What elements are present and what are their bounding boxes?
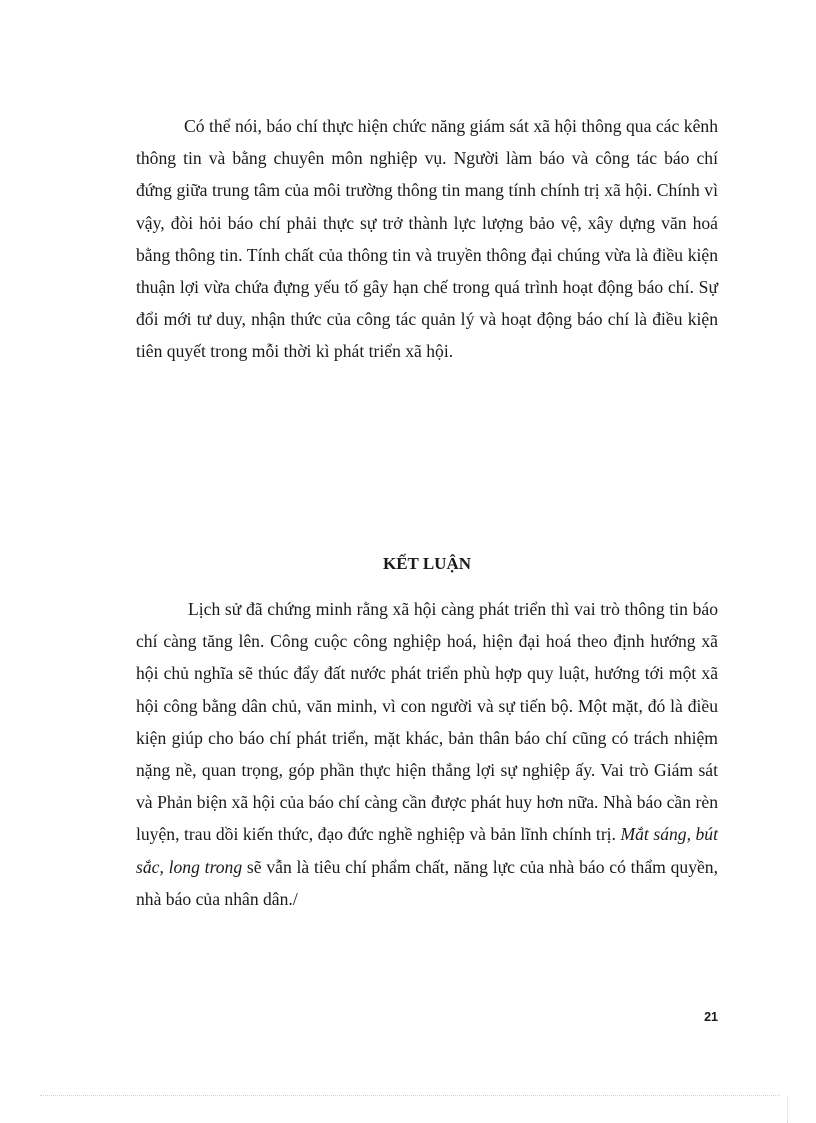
conclusion-heading: KẾT LUẬN (382, 554, 471, 573)
body-paragraph-conclusion (136, 593, 718, 915)
conclusion-text-end: sẽ vẫn là tiêu chí phẩm chất, năng lực của nhà báo có thẩm quyền, nhà báo của nhân dân./ (136, 856, 718, 909)
page-number: 21 (704, 1010, 718, 1024)
conclusion-italic-phrase: Mắt sáng, bút sắc, long trong (136, 824, 718, 877)
footer-divider (40, 1095, 780, 1096)
footer-margin-line (787, 1096, 788, 1123)
body-paragraph-intro: Có thể nói, báo chí thực hiện chức năng giám sát xã hội thông qua các kênh thông tin và bằng chuyên môn nghiệp vụ. Người làm báo và công tác báo chí đứng giữa trung tâm của môi trường thông tin mang tính chính trị xã hội. Chính vì vậy, đòi hỏi báo chí phải thực sự trở thành lực lượng bảo vệ, xây dựng văn hoá bằng thông tin. Tính chất của thông tin và truyền thông đại chúng vừa là điều kiện thuận lợi vừa chứa đựng yếu tố gây hạn chế trong quá trình hoạt động báo chí. Sự đổi mới tư duy, nhận thức của công tác quản lý và hoạt động báo chí là điều kiện tiên quyết trong mỗi thời kì phát triển xã hội. (136, 116, 718, 362)
conclusion-text-start: Lịch sử đã chứng minh rằng xã hội càng phát triển thì vai trò thông tin báo chí càng tăng lên. Công cuộc công nghiệp hoá, hiện đại hoá theo định hướng xã hội chủ nghĩa sẽ thúc đẩy đất nước phát triển phù hợp quy luật, hướng tới một xã hội công bằng dân chủ, văn minh, vì con người và sự tiến bộ. Một mặt, đó là điều kiện giúp cho báo chí phát triển, mặt khác, bản thân báo chí cũng có trách nhiệm nặng nề, quan trọng, góp phần thực hiện thắng lợi sự nghiệp ấy. Vai trò Giám sát và Phản biện xã hội của báo chí càng cần được phát huy hơn nữa. Nhà báo cần rèn luyện, trau dồi kiến thức, đạo đức nghề nghiệp và bản lĩnh chính trị. (136, 599, 718, 845)
